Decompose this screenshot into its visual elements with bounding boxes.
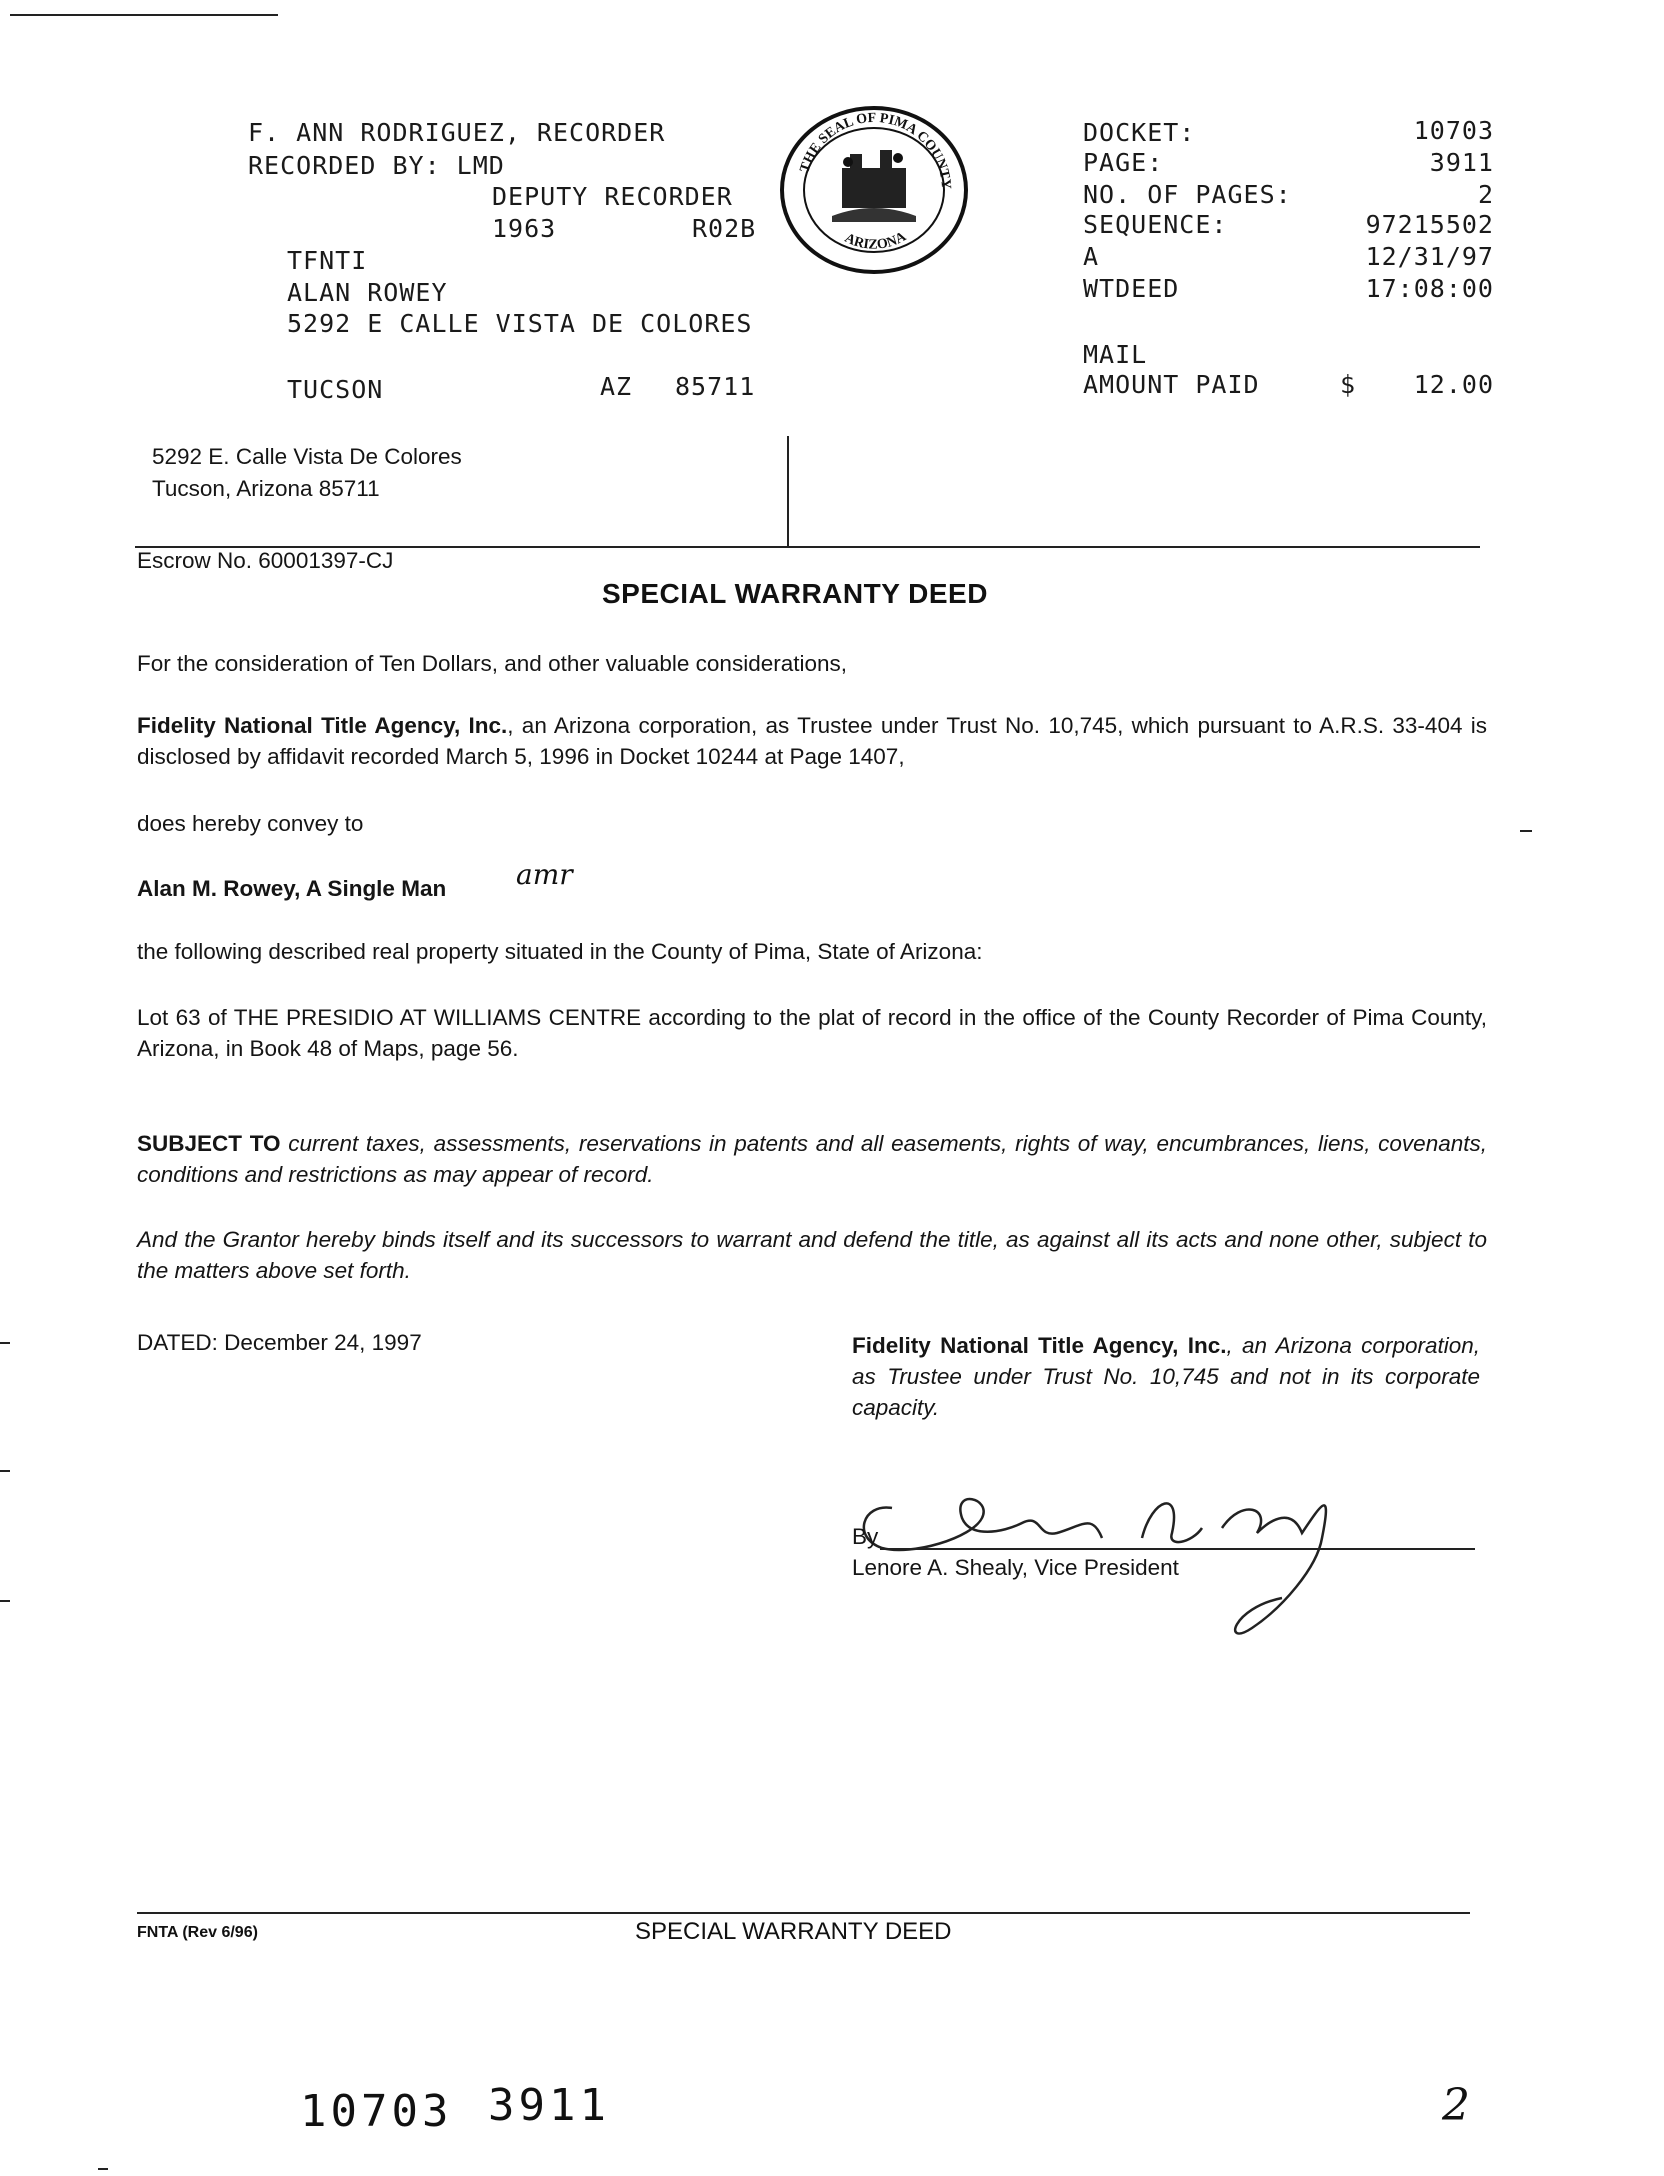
scan-artifact-line	[1520, 830, 1532, 832]
by-label: By	[852, 1524, 879, 1549]
seal-top-text: THE SEAL OF PIMA COUNTY	[797, 110, 954, 190]
deputy-recorder: DEPUTY RECORDER	[492, 182, 733, 211]
subject-to-text: current taxes, assessments, reservations in patents and all easements, rights of way, encumbrances, liens, covenants, conditions and restrictions as may appear of record.	[137, 1131, 1487, 1187]
party-zip: 85711	[675, 372, 756, 401]
convey-paragraph: does hereby convey to	[137, 811, 364, 836]
dated-line: DATED: December 24, 1997	[137, 1330, 422, 1355]
page-value: 3911	[1429, 148, 1494, 177]
signature-entity-name: Fidelity National Title Agency, Inc.	[852, 1333, 1227, 1358]
stamp-page-mark: 2	[1442, 2080, 1470, 2131]
pages-value: 2	[1477, 180, 1494, 209]
property-intro-paragraph: the following described real property situated in the County of Pima, State of Arizona:	[137, 939, 983, 964]
document-title: SPECIAL WARRANTY DEED	[602, 578, 988, 609]
sequence-value: 97215502	[1365, 210, 1494, 239]
grantee-initials: amr	[516, 858, 573, 891]
escrow-number: Escrow No. 60001397-CJ	[137, 548, 394, 573]
party-street: 5292 E CALLE VISTA DE COLORES	[287, 309, 753, 338]
party-code: TFNTI	[287, 246, 368, 275]
amount-currency: $	[1340, 370, 1357, 399]
scan-artifact-line	[0, 1470, 10, 1472]
party-city: TUCSON	[287, 375, 384, 404]
recorder-code: 1963	[492, 214, 557, 243]
stamp-docket: 10703	[300, 2086, 453, 2137]
page-label: PAGE:	[1083, 148, 1164, 177]
grantor-paragraph	[137, 710, 1487, 772]
county-seal	[776, 104, 972, 276]
sequence-label: SEQUENCE:	[1083, 210, 1228, 239]
consideration-paragraph: For the consideration of Ten Dollars, and other valuable considerations,	[137, 651, 848, 676]
legal-description-paragraph: Lot 63 of THE PRESIDIO AT WILLIAMS CENTRE according to the plat of record in the office of the County Recorder of Pima County, Arizona, in Book 48 of Maps, page 56.	[137, 1005, 1487, 1061]
seal-bottom-text: ARIZONA	[842, 229, 909, 253]
recorded-time: 17:08:00	[1365, 274, 1494, 303]
subject-to-label: SUBJECT TO	[137, 1131, 281, 1156]
grantor-description: , an Arizona corporation, as Trustee under Trust No. 10,745, which pursuant to A.R.S. 33-404 is disclosed by affidavit recorded March 5, 1996 in Docket 10244 at Page 1407,	[137, 713, 1487, 769]
scan-artifact-line	[0, 1600, 10, 1602]
scan-artifact-line	[0, 1342, 10, 1344]
recorded-by: RECORDED BY: LMD	[248, 151, 505, 180]
recorder-name: F. ANN RODRIGUEZ, RECORDER	[248, 118, 666, 147]
footer-rule	[137, 1912, 1470, 1914]
recorded-date: 12/31/97	[1365, 242, 1494, 271]
return-box-divider	[787, 436, 789, 546]
document-type-label: WTDEED	[1083, 274, 1180, 303]
footer-form-code: FNTA (Rev 6/96)	[137, 1924, 258, 1941]
signature-line	[880, 1548, 1475, 1550]
signature-entity-description: , an Arizona corporation, as Trustee under Trust No. 10,745 and not in its corporate capacity.	[852, 1333, 1480, 1420]
party-state: AZ	[600, 372, 633, 401]
footer-title: SPECIAL WARRANTY DEED	[635, 1918, 952, 1945]
a-label: A	[1083, 242, 1100, 271]
return-address-line2: Tucson, Arizona 85711	[152, 476, 380, 501]
mail-label: MAIL	[1083, 340, 1148, 369]
subject-to-paragraph	[137, 1128, 1487, 1190]
stamp-page: 3911	[488, 2080, 610, 2131]
docket-label: DOCKET:	[1083, 118, 1196, 147]
seal-graphic	[776, 104, 972, 276]
signer-name: Lenore A. Shealy, Vice President	[852, 1555, 1179, 1580]
return-address-line1: 5292 E. Calle Vista De Colores	[152, 444, 462, 469]
scan-artifact-line	[10, 14, 278, 16]
grantor-name: Fidelity National Title Agency, Inc.	[137, 713, 508, 738]
warranty-paragraph: And the Grantor hereby binds itself and its successors to warrant and defend the title, as against all its acts and none other, subject to the matters above set forth.	[137, 1227, 1487, 1283]
amount-paid-label: AMOUNT PAID	[1083, 370, 1260, 399]
docket-value: 10703	[1413, 116, 1494, 145]
signature-entity	[852, 1330, 1480, 1423]
amount-value: 12.00	[1413, 370, 1494, 399]
scan-artifact-line	[98, 2168, 108, 2170]
recorder-station: R02B	[692, 214, 757, 243]
party-name: ALAN ROWEY	[287, 278, 448, 307]
grantee-name: Alan M. Rowey, A Single Man	[137, 876, 447, 901]
pages-label: NO. OF PAGES:	[1083, 180, 1292, 209]
